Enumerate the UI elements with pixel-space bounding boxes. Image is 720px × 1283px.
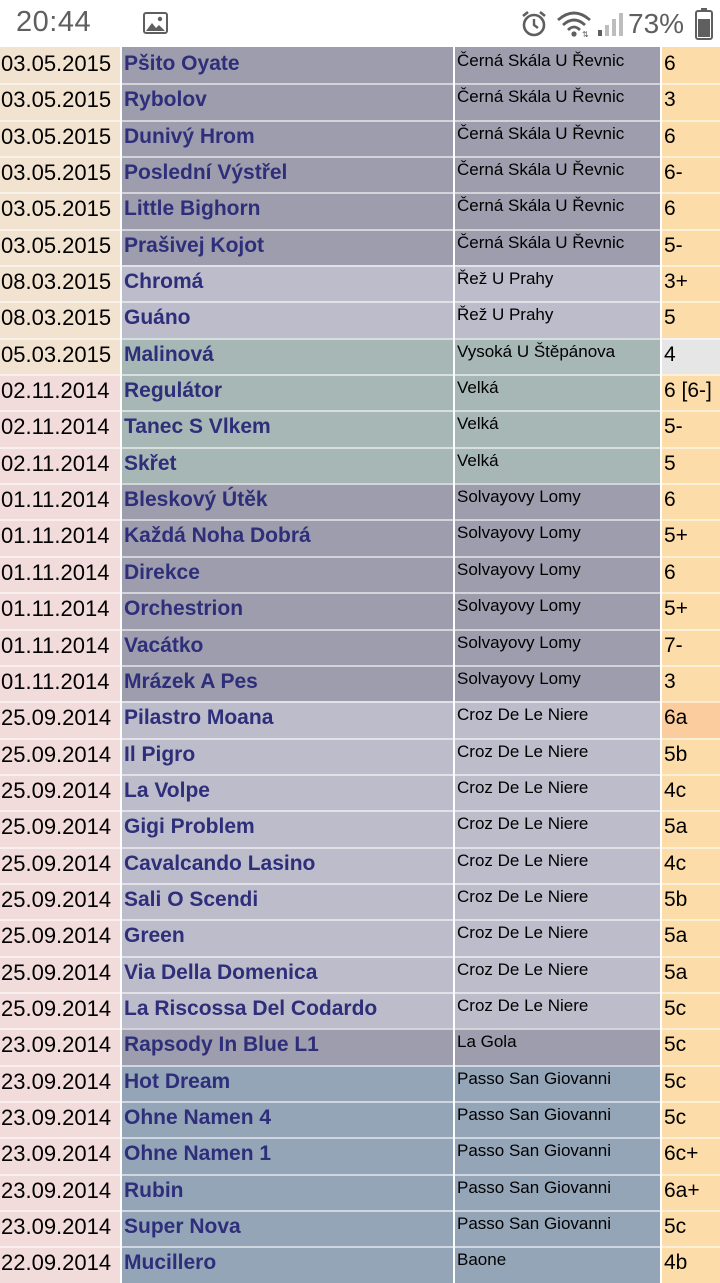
grade-cell: 5a [660,956,720,992]
grade-cell: 4b [660,1246,720,1282]
route-name-link[interactable]: Direkce [120,556,453,592]
date-cell: 25.09.2014 [0,810,120,846]
table-row[interactable] [0,592,720,628]
crag-cell: Passo San Giovanni [453,1174,660,1210]
grade-cell: 6a+ [660,1174,720,1210]
table-row[interactable] [0,1065,720,1101]
crag-cell: Croz De Le Niere [453,919,660,955]
table-row[interactable] [0,1101,720,1137]
grade-cell: 5b [660,738,720,774]
route-name-link[interactable]: Gigi Problem [120,810,453,846]
grade-cell: 6 [6-] [660,374,720,410]
route-name-link[interactable]: Super Nova [120,1210,453,1246]
svg-text:⇅: ⇅ [582,30,589,38]
route-name-link[interactable]: Little Bighorn [120,192,453,228]
crag-cell: Řež U Prahy [453,265,660,301]
crag-cell: Černá Skála U Řevnic [453,229,660,265]
route-name-link[interactable]: Prašivej Kojot [120,229,453,265]
battery-icon [695,8,713,40]
grade-cell: 5c [660,1065,720,1101]
grade-cell: 5- [660,229,720,265]
table-row[interactable] [0,1174,720,1210]
table-row[interactable] [0,1210,720,1246]
route-name-link[interactable]: Regulátor [120,374,453,410]
grade-cell: 6 [660,47,720,83]
route-name-link[interactable]: Rybolov [120,83,453,119]
route-table [0,47,720,1283]
date-cell: 02.11.2014 [0,374,120,410]
table-row[interactable] [0,83,720,119]
date-cell: 23.09.2014 [0,1101,120,1137]
table-row[interactable] [0,1246,720,1282]
date-cell: 03.05.2015 [0,47,120,83]
table-row[interactable] [0,992,720,1028]
grade-cell: 5c [660,1101,720,1137]
route-name-link[interactable]: Green [120,919,453,955]
route-name-link[interactable]: Bleskový Útěk [120,483,453,519]
date-cell: 25.09.2014 [0,956,120,992]
table-row[interactable] [0,447,720,483]
table-row[interactable] [0,883,720,919]
signal-icon [596,12,626,36]
table-row[interactable] [0,629,720,665]
grade-cell: 7- [660,629,720,665]
date-cell: 01.11.2014 [0,629,120,665]
crag-cell: Croz De Le Niere [453,738,660,774]
crag-cell: Solvayovy Lomy [453,592,660,628]
date-cell: 25.09.2014 [0,774,120,810]
date-cell: 23.09.2014 [0,1028,120,1064]
battery-percent: 73% [628,8,685,39]
crag-cell: Solvayovy Lomy [453,556,660,592]
crag-cell: Passo San Giovanni [453,1137,660,1173]
route-name-link[interactable]: Vacátko [120,629,453,665]
table-row[interactable] [0,810,720,846]
table-row[interactable] [0,156,720,192]
route-name-link[interactable]: Chromá [120,265,453,301]
crag-cell: Croz De Le Niere [453,883,660,919]
date-cell: 25.09.2014 [0,738,120,774]
crag-cell: Černá Skála U Řevnic [453,156,660,192]
date-cell: 08.03.2015 [0,265,120,301]
grade-cell: 5c [660,1210,720,1246]
grade-cell: 5+ [660,592,720,628]
date-cell: 01.11.2014 [0,519,120,555]
grade-cell: 4c [660,774,720,810]
crag-cell: Croz De Le Niere [453,992,660,1028]
crag-cell: Černá Skála U Řevnic [453,120,660,156]
grade-cell: 4 [660,338,720,374]
wifi-icon [556,10,592,38]
route-name-link[interactable]: Poslední Výstřel [120,156,453,192]
crag-cell: Passo San Giovanni [453,1210,660,1246]
crag-cell: Croz De Le Niere [453,956,660,992]
route-name-link[interactable]: Mrázek A Pes [120,665,453,701]
crag-cell: Croz De Le Niere [453,774,660,810]
route-name-link[interactable]: Mucillero [120,1246,453,1282]
grade-cell: 5- [660,410,720,446]
table-row[interactable] [0,192,720,228]
table-row[interactable] [0,956,720,992]
table-row[interactable] [0,774,720,810]
route-name-link[interactable]: Via Della Domenica [120,956,453,992]
status-bar [0,0,720,48]
crag-cell: Černá Skála U Řevnic [453,192,660,228]
grade-cell: 6a [660,701,720,737]
crag-cell: Solvayovy Lomy [453,483,660,519]
crag-cell: Solvayovy Lomy [453,519,660,555]
table-row[interactable] [0,556,720,592]
crag-cell: Croz De Le Niere [453,701,660,737]
table-row[interactable] [0,410,720,446]
grade-cell: 6- [660,156,720,192]
date-cell: 03.05.2015 [0,83,120,119]
date-cell: 23.09.2014 [0,1137,120,1173]
crag-cell: Croz De Le Niere [453,810,660,846]
table-row[interactable] [0,665,720,701]
route-name-link[interactable]: Pšito Oyate [120,47,453,83]
route-name-link[interactable]: Dunivý Hrom [120,120,453,156]
route-name-link[interactable]: Ohne Namen 1 [120,1137,453,1173]
table-row[interactable] [0,229,720,265]
crag-cell: Solvayovy Lomy [453,665,660,701]
grade-cell: 5 [660,447,720,483]
grade-cell: 6 [660,192,720,228]
crag-cell: Vysoká U Štěpánova [453,338,660,374]
route-name-link[interactable]: Skřet [120,447,453,483]
date-cell: 22.09.2014 [0,1246,120,1282]
table-row[interactable] [0,483,720,519]
table-row[interactable] [0,47,720,83]
date-cell: 02.11.2014 [0,410,120,446]
date-cell: 03.05.2015 [0,120,120,156]
route-name-link[interactable]: Pilastro Moana [120,701,453,737]
table-row[interactable] [0,701,720,737]
grade-cell: 5b [660,883,720,919]
route-name-link[interactable]: Sali O Scendi [120,883,453,919]
table-row[interactable] [0,738,720,774]
date-cell: 23.09.2014 [0,1174,120,1210]
grade-cell: 3 [660,665,720,701]
table-row[interactable] [0,519,720,555]
grade-cell: 4c [660,847,720,883]
route-name-link[interactable]: Ohne Namen 4 [120,1101,453,1137]
grade-cell: 5 [660,301,720,337]
route-name-link[interactable]: Každá Noha Dobrá [120,519,453,555]
date-cell: 03.05.2015 [0,229,120,265]
date-cell: 03.05.2015 [0,156,120,192]
crag-cell: Velká [453,374,660,410]
route-name-link[interactable]: Cavalcando Lasino [120,847,453,883]
crag-cell: Solvayovy Lomy [453,629,660,665]
crag-cell: Croz De Le Niere [453,847,660,883]
crag-cell: Černá Skála U Řevnic [453,47,660,83]
table-row[interactable] [0,265,720,301]
crag-cell: Passo San Giovanni [453,1101,660,1137]
route-name-link[interactable]: Hot Dream [120,1065,453,1101]
crag-cell: La Gola [453,1028,660,1064]
date-cell: 23.09.2014 [0,1065,120,1101]
table-row[interactable] [0,919,720,955]
gallery-icon [143,12,168,34]
route-name-link[interactable]: Orchestrion [120,592,453,628]
crag-cell: Baone [453,1246,660,1282]
date-cell: 23.09.2014 [0,1210,120,1246]
table-row[interactable] [0,338,720,374]
grade-cell: 3+ [660,265,720,301]
grade-cell: 5c [660,1028,720,1064]
date-cell: 05.03.2015 [0,338,120,374]
route-name-link[interactable]: Malinová [120,338,453,374]
route-name-link[interactable]: Guáno [120,301,453,337]
grade-cell: 6 [660,120,720,156]
date-cell: 08.03.2015 [0,301,120,337]
table-row[interactable] [0,847,720,883]
crag-cell: Passo San Giovanni [453,1065,660,1101]
table-row[interactable] [0,1028,720,1064]
crag-cell: Řež U Prahy [453,301,660,337]
date-cell: 25.09.2014 [0,847,120,883]
date-cell: 25.09.2014 [0,883,120,919]
route-name-link[interactable]: Rapsody In Blue L1 [120,1028,453,1064]
route-name-link[interactable]: Il Pigro [120,738,453,774]
table-row[interactable] [0,1137,720,1173]
table-row[interactable] [0,301,720,337]
status-icons [510,0,720,48]
date-cell: 01.11.2014 [0,483,120,519]
date-cell: 25.09.2014 [0,992,120,1028]
grade-cell: 5+ [660,519,720,555]
date-cell: 03.05.2015 [0,192,120,228]
date-cell: 01.11.2014 [0,556,120,592]
date-cell: 25.09.2014 [0,919,120,955]
date-cell: 25.09.2014 [0,701,120,737]
table-row[interactable] [0,374,720,410]
route-name-link[interactable]: La Volpe [120,774,453,810]
alarm-icon [520,10,548,38]
date-cell: 01.11.2014 [0,592,120,628]
route-name-link[interactable]: Rubin [120,1174,453,1210]
grade-cell: 5a [660,810,720,846]
crag-cell: Velká [453,410,660,446]
crag-cell: Velká [453,447,660,483]
grade-cell: 5a [660,919,720,955]
date-cell: 01.11.2014 [0,665,120,701]
grade-cell: 6 [660,556,720,592]
table-row[interactable] [0,120,720,156]
route-name-link[interactable]: La Riscossa Del Codardo [120,992,453,1028]
date-cell: 02.11.2014 [0,447,120,483]
crag-cell: Černá Skála U Řevnic [453,83,660,119]
grade-cell: 5c [660,992,720,1028]
grade-cell: 6c+ [660,1137,720,1173]
grade-cell: 6 [660,483,720,519]
grade-cell: 3 [660,83,720,119]
status-time: 20:44 [16,6,92,38]
route-name-link[interactable]: Tanec S Vlkem [120,410,453,446]
